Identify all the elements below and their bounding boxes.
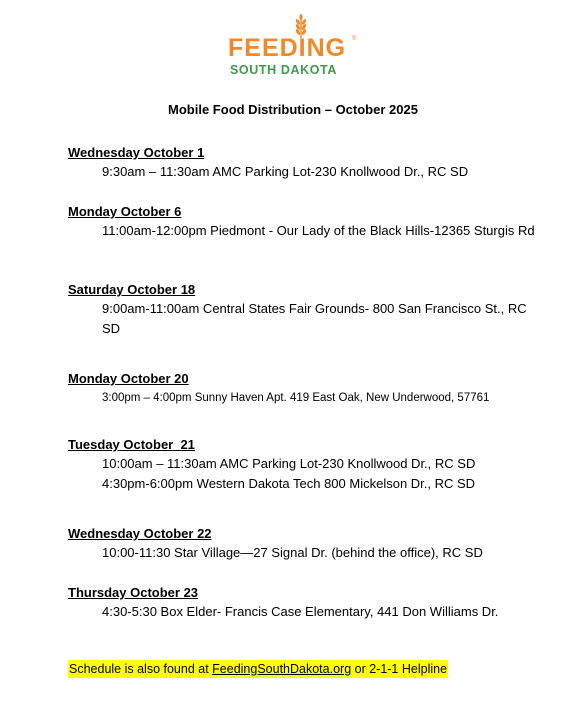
feeding-south-dakota-logo: [228, 14, 358, 78]
event-detail: 9:30am – 11:30am AMC Parking Lot-230 Knollwood Dr., RC SD: [102, 164, 469, 179]
website-link[interactable]: FeedingSouthDakota.org: [212, 662, 352, 676]
event-detail: 4:30-5:30 Box Elder- Francis Case Elementary, 441 Don Williams Dr.: [102, 604, 499, 619]
event-oct-1: [68, 144, 538, 182]
registered-mark: ®: [352, 36, 357, 42]
event-detail: 9:00am-11:00am Central States Fair Grounds- 800 San Francisco St., RC SD: [102, 301, 531, 336]
event-detail: 10:00-11:30 Star Village—27 Signal Dr. (behind the office), RC SD: [102, 545, 483, 560]
event-date: Saturday October 18: [68, 282, 196, 297]
page-title: Mobile Food Distribution – October 2025: [168, 102, 418, 117]
event-oct-18: [68, 281, 538, 339]
event-date: Wednesday October 1: [68, 145, 205, 160]
note-suffix: or 2-1-1 Helpline: [351, 662, 448, 676]
event-detail: 4:30pm-6:00pm Western Dakota Tech 800 Mickelson Dr., RC SD: [102, 476, 476, 491]
schedule-note: [68, 660, 448, 678]
event-date: Monday October 6: [68, 204, 182, 219]
event-date: Tuesday October 21: [68, 437, 195, 452]
event-date: Monday October 20: [68, 371, 189, 386]
event-oct-20: [68, 370, 538, 408]
event-date: Thursday October 23: [68, 585, 199, 600]
event-oct-6: [68, 203, 538, 241]
logo-south-dakota-text: SOUTH DAKOTA: [230, 63, 337, 77]
event-oct-22: [68, 525, 538, 563]
event-date: Wednesday October 22: [68, 526, 212, 541]
event-detail: 10:00am – 11:30am AMC Parking Lot-230 Knollwood Dr., RC SD: [102, 456, 476, 471]
event-detail: 11:00am-12:00pm Piedmont - Our Lady of the Black Hills-12365 Sturgis Rd: [102, 223, 535, 238]
event-detail: 3:00pm – 4:00pm Sunny Haven Apt. 419 East Oak, New Underwood, 57761: [102, 392, 490, 404]
event-oct-23: [68, 584, 538, 622]
logo-feeding-text: FEEDING: [228, 34, 347, 62]
event-oct-21: [68, 436, 538, 494]
note-prefix: Schedule is also found at: [69, 662, 213, 676]
